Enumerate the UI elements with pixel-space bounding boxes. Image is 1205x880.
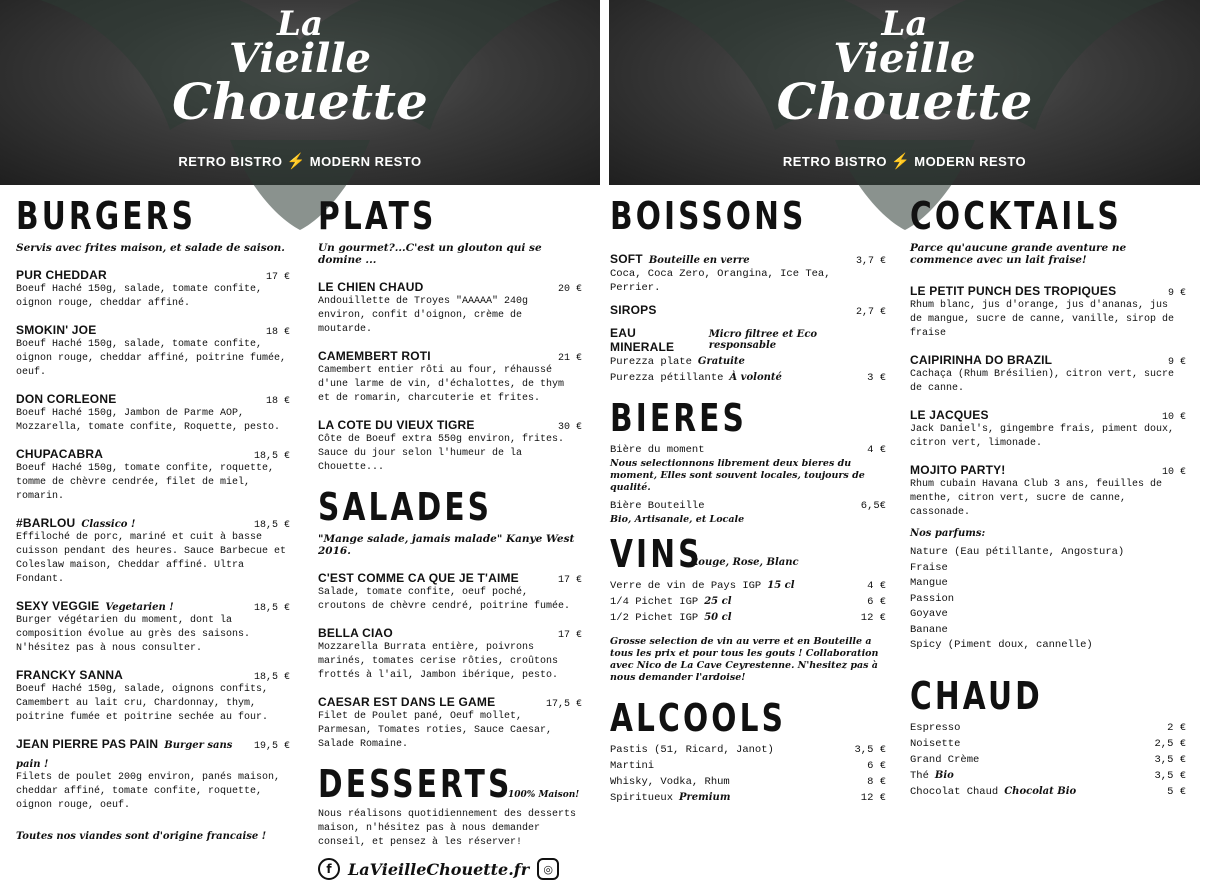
item-price: 18 €: [265, 327, 290, 338]
parfum-item: Spicy (Piment doux, cannelle): [910, 639, 1093, 651]
row-title: [910, 768, 954, 784]
section-subtitle: Parce qu'aucune grande aventure ne commence avec un lait fraise!: [910, 242, 1127, 266]
menu-item: [910, 404, 1186, 451]
item-name: FRANCKY SANNA: [16, 668, 124, 682]
menu-item: [16, 595, 290, 656]
item-header: [16, 595, 290, 614]
price-row: [910, 720, 1186, 736]
price-row: [610, 742, 886, 758]
item-header: [910, 404, 1186, 423]
row-title: [610, 790, 730, 806]
row-price: 6,5€: [860, 500, 886, 512]
soft-item: [610, 248, 886, 295]
item-note: Bouteille en verre: [648, 255, 750, 266]
website-link[interactable]: LaVieilleChouette.fr: [348, 859, 530, 879]
item-desc: Boeuf Haché 150g, Jambon de Parme AOP, Mozzarella, tomate confite, Roquette, pesto.: [16, 408, 281, 433]
row-label: Pastis (51, Ricard, Janot): [610, 744, 774, 756]
vins-footer: Grosse selection de vin au verre et en Bouteille a tous les prix et pour tous les gouts ! Collaboration avec Nico de La Cave Ceyrestenne. N'hesitez pas à nous demander l'ardoise!: [610, 636, 879, 683]
item-name: SIROPS: [610, 303, 657, 317]
item-name: BELLA CIAO: [318, 626, 393, 640]
item-header: [910, 280, 1186, 299]
row-label: Martini: [610, 760, 655, 772]
row-label: Verre de vin de Pays IGP: [610, 580, 762, 592]
item-price: 30 €: [557, 422, 582, 433]
item-price: 20 €: [557, 284, 582, 295]
price-row: [910, 784, 1186, 800]
menu-item: [910, 280, 1186, 341]
menu-item: [318, 414, 582, 475]
item-name: SMOKIN' JOE: [16, 323, 97, 337]
section-title: DESSERTS: [318, 762, 513, 806]
parfum-item: Goyave: [910, 608, 948, 620]
facebook-icon[interactable]: f: [318, 858, 340, 880]
item-price: 2,7 €: [855, 307, 886, 318]
row-price: 5 €: [1167, 785, 1186, 798]
item-price: 9 €: [1167, 357, 1186, 368]
section-subtitle: "Mange salade, jamais malade" Kanye West 2016.: [318, 533, 575, 557]
row-price: 3 €: [867, 372, 886, 384]
item-desc: Côte de Boeuf extra 550g environ, frites. Sauce du jour selon l'humeur de la Chouette...: [318, 434, 565, 473]
row-note: Bio: [934, 769, 954, 781]
item-title: [318, 276, 423, 295]
item-title: [910, 404, 989, 423]
row-label: Whisky, Vodka, Rhum: [610, 776, 730, 788]
item-header: [318, 276, 582, 295]
item-name: CAMEMBERT ROTI: [318, 349, 431, 363]
item-header: [910, 349, 1186, 368]
row-note: À volonté: [729, 372, 782, 383]
menu-item: [318, 276, 582, 337]
item-price: 9 €: [1167, 288, 1186, 299]
instagram-icon[interactable]: ◎: [537, 858, 559, 880]
item-name: LE CHIEN CHAUD: [318, 280, 424, 294]
menu-item: [16, 388, 290, 435]
header-right: [609, 0, 1200, 185]
row-price: 12 €: [860, 612, 886, 624]
item-name: #BARLOU: [16, 516, 76, 530]
item-price: 21 €: [557, 353, 582, 364]
beer-item: [610, 442, 886, 494]
item-name: PUR CHEDDAR: [16, 268, 107, 282]
item-title: [16, 264, 107, 283]
row-price: 4 €: [867, 580, 886, 592]
menu-item: [318, 622, 582, 683]
menu-item: [16, 264, 290, 311]
row-title: [610, 610, 732, 626]
logo: La Vieille Chouette: [776, 4, 1033, 132]
item-header: [16, 664, 290, 683]
item-price: 17 €: [265, 272, 290, 283]
parfums-title: Nos parfums:: [910, 528, 986, 539]
row-note: 50 cl: [704, 612, 732, 623]
menu-item: [318, 345, 582, 406]
row-label: Bière Bouteille: [610, 500, 705, 512]
price-row: [610, 594, 886, 610]
parfum-item: Banane: [910, 623, 948, 636]
item-title: [318, 622, 393, 641]
header-left: [0, 0, 600, 185]
price-row: [910, 752, 1186, 768]
parfum-item: Fraise: [910, 561, 948, 574]
parfum-item: Mangue: [910, 577, 948, 589]
price-row: [610, 758, 886, 774]
item-name: LA COTE DU VIEUX TIGRE: [318, 418, 475, 432]
item-name: C'EST COMME CA QUE JE T'AIME: [318, 571, 519, 585]
price-row: [610, 610, 886, 626]
row-price: 2 €: [1167, 721, 1186, 734]
item-title: [910, 349, 1052, 368]
row-price: 4 €: [867, 444, 886, 456]
row-title: [610, 578, 795, 594]
item-desc: Cachaça (Rhum Brésilien), citron vert, sucre de canne.: [910, 369, 1175, 394]
item-header: [16, 443, 290, 462]
item-title: [16, 664, 123, 683]
menu-item: [16, 664, 290, 725]
item-price: 18,5 €: [253, 451, 290, 462]
item-desc: Boeuf Haché 150g, tomate confite, roquette, tomme de chèvre cendrée, filet de miel, romarin.: [16, 463, 275, 502]
parfum-item: Nature (Eau pétillante, Angostura): [910, 546, 1125, 558]
item-title: [910, 459, 1006, 478]
desserts-desc: Nous réalisons quotidiennement des desserts maison, n'hésitez pas à nous demander conseil, et pensez à les réserver!: [318, 809, 577, 848]
menu-item: [16, 512, 290, 587]
vins-header: [610, 530, 886, 578]
item-name: CAESAR EST DANS LE GAME: [318, 695, 496, 709]
item-title: [318, 414, 475, 433]
tagline: RETRO BISTRO ⚡ MODERN RESTO: [178, 153, 422, 170]
section-title: BOISSONS: [610, 194, 807, 238]
item-price: 3,7 €: [855, 256, 886, 267]
item-price: 18,5 €: [253, 520, 290, 531]
row-title: [910, 736, 960, 752]
item-title: [910, 280, 1116, 299]
item-desc: Camembert entier rôti au four, réhaussé d'une larme de vin, d'échalottes, de thym et de romarin, charcuterie et frites.: [318, 365, 565, 404]
row-note: Gratuite: [697, 356, 745, 367]
item-name: JEAN PIERRE PAS PAIN: [16, 737, 159, 751]
logo: La Vieille Chouette: [172, 4, 428, 132]
row-title: [610, 774, 730, 790]
item-header: [318, 414, 582, 433]
row-label: 1/4 Pichet IGP: [610, 596, 699, 608]
item-note: Classico !: [81, 519, 136, 530]
item-name: MOJITO PARTY!: [910, 463, 1006, 477]
section-subtitle: Servis avec frites maison, et salade de saison.: [16, 242, 285, 254]
item-name: LE PETIT PUNCH DES TROPIQUES: [910, 284, 1117, 298]
burgers-footer: Toutes nos viandes sont d'origine francaise !: [16, 831, 267, 842]
row-title: [610, 758, 654, 774]
item-desc: Filet de Poulet pané, Oeuf mollet, Parmesan, Tomates roties, Sauce Caesar, Salade Romaine.: [318, 711, 553, 750]
row-title: [910, 720, 960, 736]
plats-section: [318, 192, 582, 880]
item-title: [16, 595, 174, 614]
item-price: 10 €: [1161, 467, 1186, 478]
section-subtitle: Un gourmet?...C'est un glouton qui se domine ...: [318, 242, 542, 266]
item-price: 18,5 €: [253, 603, 290, 614]
item-desc: Effiloché de porc, mariné et cuit à basse cuisson pendant des heures. Sauce Barbecue et Coleslaw maison, Cheddar affiné. Ultra Fondant.: [16, 532, 287, 585]
row-note: 15 cl: [767, 580, 795, 591]
item-desc: Boeuf Haché 150g, salade, tomate confite, oignon rouge, cheddar affiné, poitrine fumée, oeuf.: [16, 339, 287, 378]
item-title: [16, 319, 96, 338]
item-title: [16, 388, 116, 407]
price-row: [610, 498, 886, 514]
price-row: [910, 768, 1186, 784]
item-price: 10 €: [1161, 412, 1186, 423]
row-title: [910, 752, 979, 768]
menu-item: [16, 443, 290, 504]
section-title: CHAUD: [910, 673, 1043, 718]
item-desc: Filets de poulet 200g environ, panés maison, cheddar affiné, tomate confite, roquette, oignon rouge, oeuf.: [16, 772, 281, 811]
row-note: Bio, Artisanale, et Locale: [610, 514, 745, 525]
item-price: 18,5 €: [253, 672, 290, 683]
item-desc: Andouillette de Troyes "AAAAA" 240g environ, confit d'oignon, crème de moutarde.: [318, 296, 529, 335]
item-price: 19,5 €: [253, 741, 290, 752]
section-title: ALCOOLS: [610, 696, 787, 740]
item-title: [318, 567, 519, 586]
section-title: COCKTAILS: [910, 194, 1122, 238]
section-title: SALADES: [318, 485, 493, 529]
item-desc: Mozzarella Burrata entière, poivrons marinés, tomates cerise rôties, croûtons frottés à l'ail, Jambon ibérique, pesto.: [318, 642, 559, 681]
item-header: [16, 733, 290, 771]
item-desc: Burger végétarien du moment, dont la composition évolue au grès des saisons. N'hésitez pas à nous consulter.: [16, 615, 251, 654]
item-title: [16, 733, 254, 771]
item-note: Vegetarien !: [105, 602, 174, 613]
item-name: LE JACQUES: [910, 408, 989, 422]
menu-item: [318, 691, 582, 752]
vins-note: Rouge, Rose, Blanc: [690, 557, 799, 568]
row-label: Grand Crème: [910, 753, 980, 766]
lightning-icon: ⚡: [286, 153, 306, 170]
item-header: [318, 691, 582, 710]
cocktails-section: [910, 192, 1186, 800]
row-title: [610, 742, 774, 758]
row-label: Purezza pétillante: [610, 372, 724, 384]
section-title: BIERES: [610, 396, 748, 440]
desserts-header: [318, 760, 582, 808]
item-price: 17 €: [557, 575, 582, 586]
price-row: [610, 370, 886, 386]
item-name: CHUPACABRA: [16, 447, 104, 461]
row-label: Thé: [910, 769, 929, 782]
item-desc: Coca, Coca Zero, Orangina, Ice Tea, Perrier.: [610, 268, 831, 294]
item-desc: Boeuf Haché 150g, salade, oignons confits, Camembert au lait cru, Chardonnay, thym, poitrine fumée et poitrine sechée au four.: [16, 684, 269, 723]
row-label: Bière du moment: [610, 444, 705, 456]
row-note: Chocolat Bio: [1004, 785, 1077, 797]
row-label: 1/2 Pichet IGP: [610, 612, 699, 624]
row-label: Chocolat Chaud: [910, 785, 999, 798]
row-note: Nous selectionnons librement deux bieres du moment, Elles sont souvent locales, toujours de qualité.: [610, 458, 865, 493]
item-name: EAU MINERALE: [610, 326, 675, 354]
item-desc: Salade, tomate confite, oeuf poché, croutons de chèvre cendré, poitrine fumée.: [318, 587, 571, 612]
item-note: Burger sans pain !: [16, 740, 233, 770]
price-row: [610, 774, 886, 790]
item-name: CAIPIRINHA DO BRAZIL: [910, 353, 1053, 367]
menu-item: [16, 319, 290, 380]
item-header: [16, 512, 290, 531]
price-row: [910, 736, 1186, 752]
menu-item: [910, 349, 1186, 396]
item-title: [318, 691, 495, 710]
item-name: SEXY VEGGIE: [16, 599, 100, 613]
burgers-section: [16, 192, 290, 842]
row-title: [610, 594, 732, 610]
item-desc: Jack Daniel's, gingembre frais, piment doux, citron vert, limonade.: [910, 424, 1175, 449]
item-header: [16, 319, 290, 338]
beer-item: [610, 498, 886, 526]
row-price: 8 €: [867, 776, 886, 788]
price-row: [610, 790, 886, 806]
item-header: [16, 388, 290, 407]
item-name: SOFT: [610, 252, 643, 266]
item-desc: Rhum blanc, jus d'orange, jus d'ananas, jus de mangue, sucre de canne, vanille, sirop de fraise: [910, 300, 1175, 339]
row-price: 3,5 €: [854, 744, 886, 756]
item-price: 17 €: [557, 630, 582, 641]
row-note: 25 cl: [704, 596, 732, 607]
item-header: [910, 459, 1186, 478]
row-label: Purezza plate: [610, 356, 692, 368]
eau-item: [610, 326, 886, 386]
price-row: [610, 578, 886, 594]
row-price: 6 €: [867, 760, 886, 772]
row-title: [610, 354, 745, 370]
item-header: [318, 345, 582, 364]
price-row: [610, 354, 886, 370]
row-price: 12 €: [860, 792, 886, 804]
item-header: [16, 264, 290, 283]
row-note: Premium: [679, 792, 731, 803]
item-header: [318, 567, 582, 586]
row-title: [910, 784, 1076, 800]
row-label: Espresso: [910, 721, 961, 734]
price-row: [610, 442, 886, 458]
desserts-note: 100% Maison!: [508, 790, 580, 800]
boissons-section: [610, 192, 886, 806]
menu-item: [16, 733, 290, 813]
item-name: DON CORLEONE: [16, 392, 117, 406]
row-price: 3,5 €: [1154, 753, 1186, 766]
section-title: VINS: [610, 532, 703, 576]
item-note: Micro filtree et Eco responsable: [708, 329, 818, 351]
tagline: RETRO BISTRO ⚡ MODERN RESTO: [782, 153, 1027, 170]
menu-item: [318, 567, 582, 614]
row-price: 3,5 €: [1154, 769, 1186, 782]
social-links: [318, 858, 582, 880]
row-price: 2,5 €: [1154, 737, 1186, 750]
section-title: BURGERS: [16, 194, 197, 238]
item-desc: Boeuf Haché 150g, salade, tomate confite, oignon rouge, cheddar affiné.: [16, 284, 263, 309]
item-price: 18 €: [265, 396, 290, 407]
item-title: [16, 512, 135, 531]
menu-item: [910, 459, 1186, 520]
row-title: [610, 370, 782, 386]
item-desc: Rhum cubain Havana Club 3 ans, feuilles de menthe, citron vert, sucre de canne, cassonade.: [910, 479, 1163, 518]
item-title: [16, 443, 103, 462]
item-title: [318, 345, 431, 364]
lightning-icon: ⚡: [891, 153, 911, 170]
row-label: Noisette: [910, 737, 961, 750]
parfum-item: Passion: [910, 592, 955, 605]
item-header: [318, 622, 582, 641]
item-price: 17,5 €: [545, 699, 582, 710]
sirops-item: [610, 303, 886, 318]
row-label: Spiritueux: [610, 792, 674, 804]
row-price: 6 €: [867, 596, 886, 608]
section-title: PLATS: [318, 194, 437, 238]
